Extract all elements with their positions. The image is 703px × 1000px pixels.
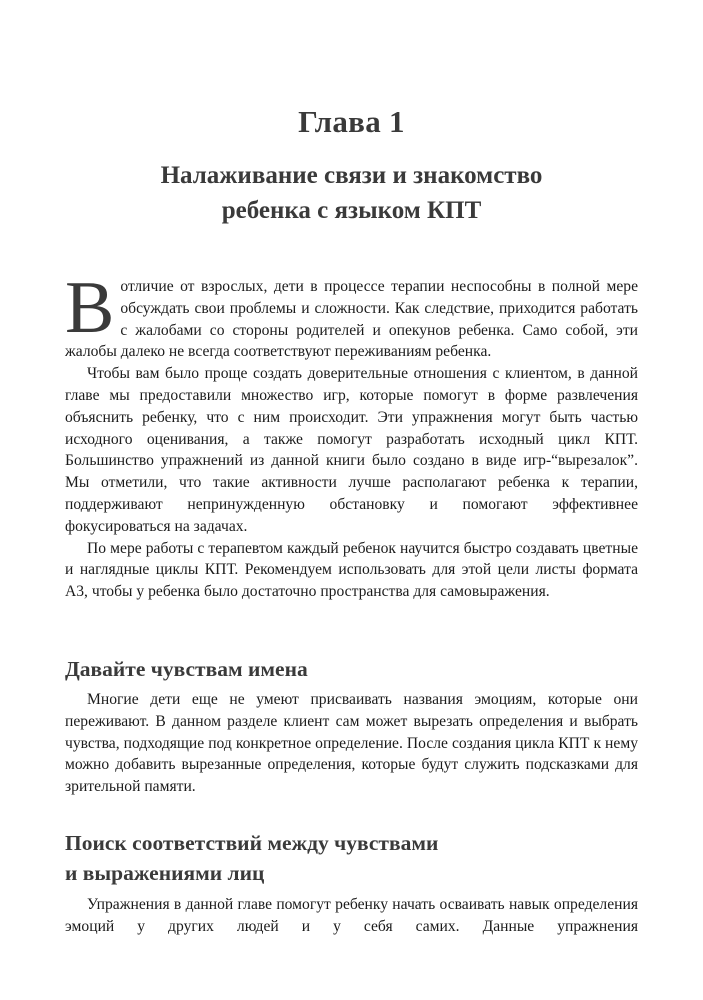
section-heading-name-feelings: Давайте чувствам имена [65, 657, 308, 681]
intro-paragraph-2: Чтобы вам было проще создать доверительные отношения с клиентом, в данной главе мы предоставили множество игр, которые помогут в форме развлечения объяснить ребенку, что с ним происходит. Эти упражнения могут быть частью исходного оценивания, а также помогут разработать исходный цикл КПТ. Большинство упражнений из данной книги было создано в виде игр-“вырезалок”. Мы отметили, что такие активности лучше располагают ребенка к терапии, поддерживают непринужденную обстановку и помогают эффективнее фокусироваться на задачах. [65, 365, 638, 535]
chapter-title-line-2: ребенка с языком КПТ [221, 197, 482, 224]
section-2-text [65, 894, 638, 938]
section-2-paragraph: Упражнения в данной главе помогут ребенку начать осваивать навык определения эмоций у других людей и у себя самих. Данные упражнения [65, 896, 638, 935]
section-1-paragraph: Многие дети еще не умеют присваивать названия эмоциям, которые они переживают. В данном разделе клиент сам может вырезать определения и выбрать чувства, подходящие под конкретное определение. После создания цикла КПТ к нему можно добавить вырезанные определения, которые будут служить подсказками для зрительной памяти. [65, 691, 638, 796]
chapter-title [0, 158, 703, 228]
section-heading-matching-faces [65, 828, 438, 888]
section-1-text [65, 689, 638, 798]
chapter-title-line-1: Налаживание связи и знакомство [160, 162, 543, 189]
chapter-number: Глава 1 [298, 104, 405, 139]
intro-paragraph-1-text: отличие от взрослых, дети в процессе терапии неспособны в полной мере обсуждать свои проблемы и сложности. Как следствие, приходится работать с жалобами со стороны родителей и опекунов ребенка. Само собой, эти жалобы далеко не всегда соответствуют переживаниям ребенка. [65, 278, 638, 361]
drop-cap: В [65, 267, 115, 349]
intro-paragraph-3: По мере работы с терапевтом каждый ребенок научится быстро создавать цветные и наглядные циклы КПТ. Рекомендуем использовать для этой цели листы формата А3, чтобы у ребенка было достаточно пространства для самовыражения. [65, 539, 638, 601]
section-heading-line-2: и выражениями лиц [65, 861, 265, 885]
intro-paragraph-1 [65, 267, 638, 363]
section-heading-line-1: Поиск соответствий между чувствами [65, 831, 439, 855]
intro-text [65, 267, 638, 603]
